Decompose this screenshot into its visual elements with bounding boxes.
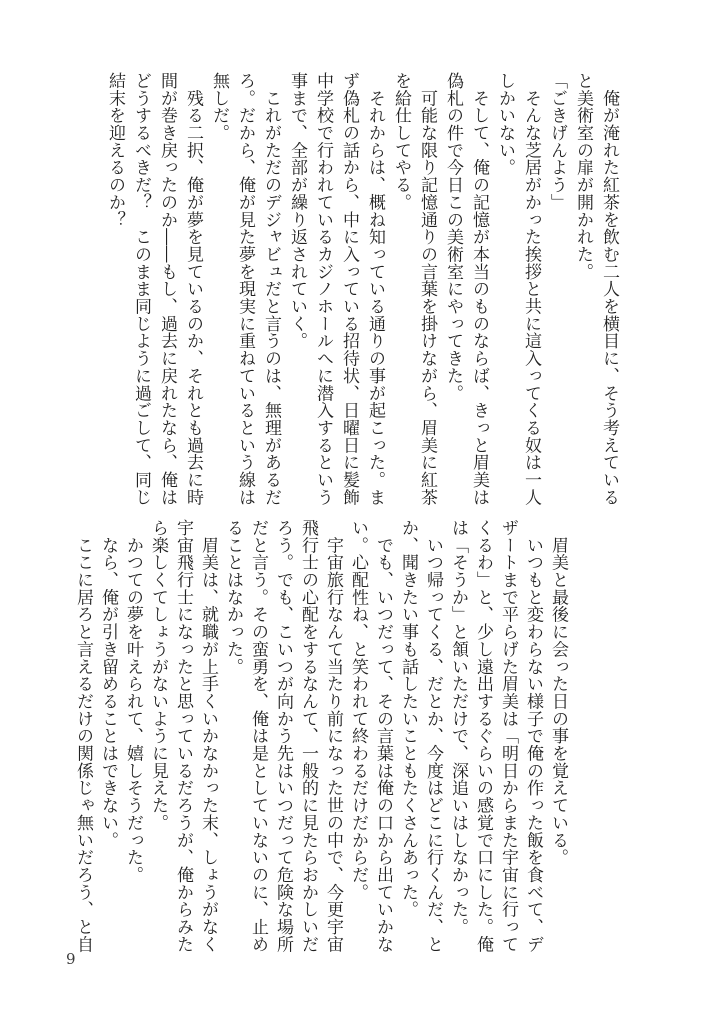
text-column: 中学校で行われているカジノホールへに潜入するという — [313, 72, 333, 506]
text-column: くるわ」と、少し遠出するぐらいの感覚で口にした。俺 — [473, 519, 493, 953]
text-column: しかいない。 — [495, 72, 515, 177]
text-column: 残る二択、俺が夢を見ているのか、それとも過去に時 — [183, 72, 203, 506]
text-column: 「ごきげんよう」 — [547, 72, 567, 211]
text-column: 宇宙旅行なんて当たり前になった世の中で、今更宇宙 — [323, 519, 343, 953]
text-column: いつもと変わらない様子で俺の作った飯を食べて、デ — [523, 519, 543, 953]
text-column: い。心配性ね、と笑われて終わるだけだからだ。 — [348, 519, 368, 901]
text-column: だと言う。その蛮勇を、俺は是としていないのに、止め — [248, 519, 268, 953]
text-column: 間が巻き戻ったのか――もし、過去に戻れたなら、俺は — [157, 72, 177, 506]
text-column: 宇宙飛行士になったと思っているだろうが、俺からみた — [173, 519, 193, 953]
text-column: どうするべきだ？ このまま同じように過ごして、同じ — [131, 72, 151, 506]
text-column: 眉美は、就職が上手くいかなかった末、しょうがなく — [198, 519, 218, 953]
text-column: これがただのデジャビュだと言うのは、無理があるだ — [261, 72, 281, 506]
text-column: を給仕してやる。 — [391, 72, 411, 211]
text-column: 飛行士の心配をするなんて、一般的に見たらおかしいだ — [298, 519, 318, 953]
text-column: そんな芝居がかった挨拶と共に這入ってくる奴は一人 — [521, 72, 541, 506]
text-column: なら、俺が引き留めることはできない。 — [98, 519, 118, 849]
page-number: 9 — [66, 950, 77, 968]
text-column: 俺が淹れた紅茶を飲む二人を横目に、そう考えている — [599, 72, 619, 506]
text-column: ザートまで平らげた眉美は「明日からまた宇宙に行って — [498, 519, 518, 953]
text-column: 可能な限り記憶通りの言葉を掛けながら、眉美に紅茶 — [417, 72, 437, 506]
text-column: と美術室の扉が開かれた。 — [573, 72, 593, 281]
text-column: 結末を迎えるのか？ — [105, 72, 125, 229]
text-column: か、聞きたい事も話したいこともたくさんあった。 — [398, 519, 418, 919]
text-column: ることはなかった。 — [223, 519, 243, 676]
text-column: かつての夢を叶えられて、嬉しそうだった。 — [123, 519, 143, 884]
text-column: でも、いつだって、その言葉は俺の口から出ていかな — [373, 519, 393, 953]
text-column: ろう。でも、こいつが向かう先はいつだって危険な場所 — [273, 519, 293, 953]
text-column: 事まで、全部が繰り返されていく。 — [287, 72, 307, 350]
text-column: 無しだ。 — [209, 72, 229, 142]
text-column: そして、俺の記憶が本当のものならば、きっと眉美は — [469, 72, 489, 506]
text-column: 眉美と最後に会った日の事を覚えている。 — [548, 519, 568, 866]
text-column: ず偽札の話から、中に入っている招待状、日曜日に髪飾 — [339, 72, 359, 506]
text-column: ら楽しくてしょうがないように見えた。 — [148, 519, 168, 832]
text-column: いつ帰ってくる、だとか、今度はどこに行くんだ、と — [423, 519, 443, 953]
lower-text-block — [70, 519, 570, 953]
text-column: それからは、概ね知っている通りの事が起こった。ま — [365, 72, 385, 506]
upper-text-block — [102, 72, 622, 506]
text-column: は「そうか」と頷いただけで、深追いはしなかった。 — [448, 519, 468, 936]
text-column: 偽札の件で今日この美術室にやってきた。 — [443, 72, 463, 402]
text-column: ここに居ろと言えるだけの関係じゃ無いだろう、と自 — [73, 519, 93, 953]
text-column: ろ。だから、俺が見た夢を現実に重ねているという線は — [235, 72, 255, 506]
